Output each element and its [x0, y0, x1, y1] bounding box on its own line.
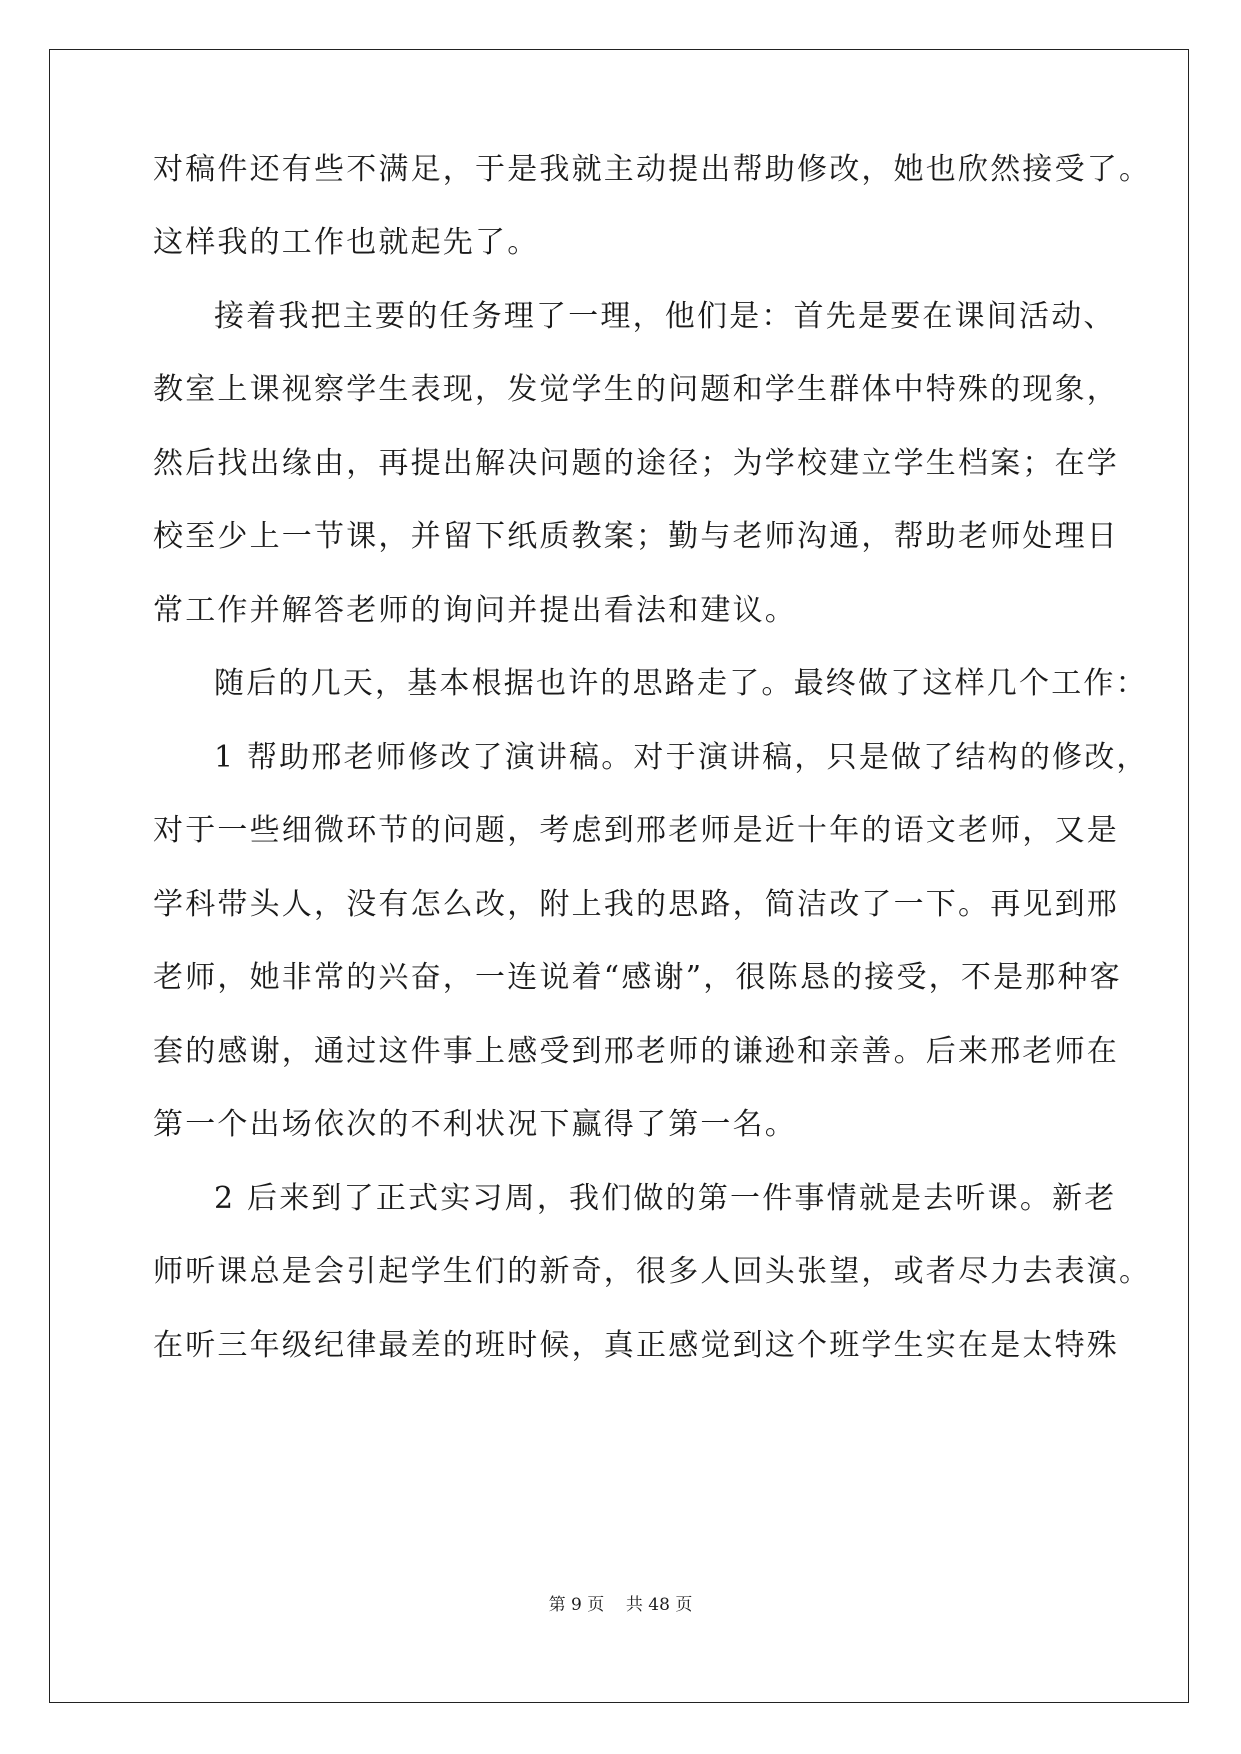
body-text-line: 对于一些细微环节的问题，考虑到邢老师是近十年的语文老师，又是: [153, 813, 1119, 848]
body-text-line: 对稿件还有些不满足，于是我就主动提出帮助修改，她也欣然接受了。: [153, 152, 1152, 187]
body-text-line: 第一个出场依次的不利状况下赢得了第一名。: [153, 1107, 797, 1142]
body-text-line: 老师，她非常的兴奋，一连说着“感谢”，很陈恳的接受，不是那种客: [153, 960, 1122, 995]
body-text-line: 随后的几天，基本根据也许的思路走了。最终做了这样几个工作：: [214, 666, 1148, 701]
body-text-line: 然后找出缘由，再提出解决问题的途径；为学校建立学生档案；在学: [153, 446, 1119, 481]
body-text-line: 学科带头人，没有怎么改，附上我的思路，简洁改了一下。再见到邢: [153, 887, 1119, 922]
body-text-line: 校至少上一节课，并留下纸质教案；勤与老师沟通，帮助老师处理日: [153, 519, 1119, 554]
body-text-line: 接着我把主要的任务理了一理，他们是：首先是要在课间活动、: [214, 299, 1116, 334]
page-number-footer: 第 9 页 共 48 页: [548, 1595, 693, 1615]
body-text-line: 在听三年级纪律最差的班时候，真正感觉到这个班学生实在是太特殊: [153, 1328, 1119, 1363]
body-text-line: 常工作并解答老师的询问并提出看法和建议。: [153, 593, 797, 628]
body-text-line: 1 帮助邢老师修改了演讲稿。对于演讲稿，只是做了结构的修改，: [214, 740, 1149, 775]
body-text-line: 师听课总是会引起学生们的新奇，很多人回头张望，或者尽力去表演。: [153, 1254, 1152, 1289]
body-text-line: 教室上课视察学生表现，发觉学生的问题和学生群体中特殊的现象，: [153, 372, 1119, 407]
body-text-line: 套的感谢，通过这件事上感受到邢老师的谦逊和亲善。后来邢老师在: [153, 1034, 1119, 1069]
body-text-line: 这样我的工作也就起先了。: [153, 225, 540, 260]
body-text-line: 2 后来到了正式实习周，我们做的第一件事情就是去听课。新老: [214, 1181, 1117, 1216]
